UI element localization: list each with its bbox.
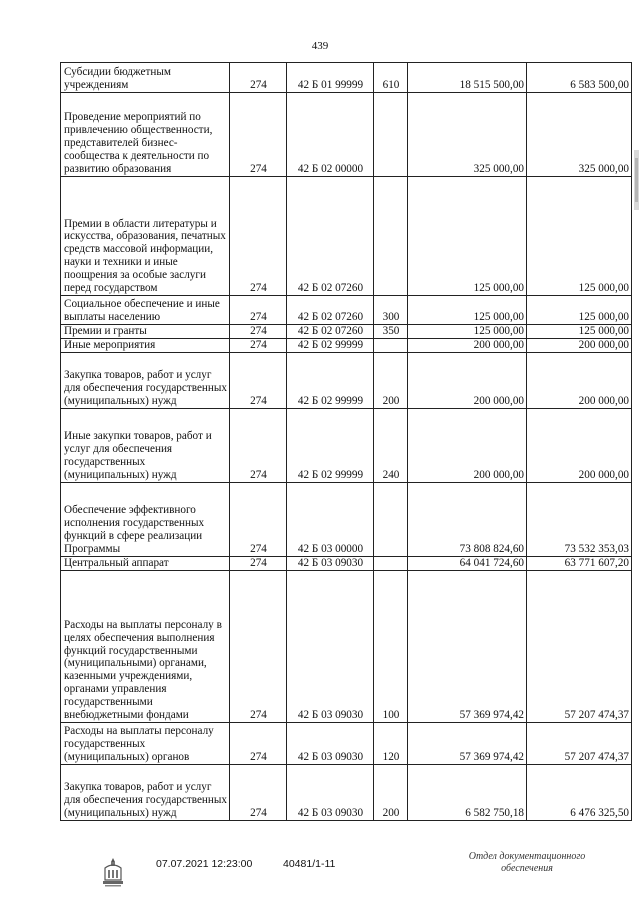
row-gr-code: 274 <box>230 339 287 353</box>
row-amount-year2: 200 000,00 <box>527 409 632 483</box>
row-vr-code <box>374 339 408 353</box>
table-row <box>61 765 632 821</box>
row-name: Проведение мероприятий по привлечению общественности, представителей бизнес-сообщества к деятельности по развитию образования <box>61 93 230 177</box>
row-amount-year1: 57 369 974,42 <box>408 571 527 723</box>
row-amount-year1: 57 369 974,42 <box>408 723 527 765</box>
city-emblem-icon <box>100 856 126 888</box>
row-vr-code <box>374 93 408 177</box>
row-gr-code: 274 <box>230 723 287 765</box>
row-name: Субсидии бюджетным учреждениям <box>61 63 230 93</box>
table-row <box>61 63 632 93</box>
row-gr-code: 274 <box>230 483 287 557</box>
row-cs-code: 42 Б 02 99999 <box>287 409 374 483</box>
table-row <box>61 296 632 325</box>
row-gr-code: 274 <box>230 325 287 339</box>
row-gr-code: 274 <box>230 177 287 296</box>
table-row <box>61 409 632 483</box>
row-cs-code: 42 Б 02 99999 <box>287 339 374 353</box>
row-gr-code: 274 <box>230 296 287 325</box>
row-name: Центральный аппарат <box>61 557 230 571</box>
row-vr-code: 200 <box>374 353 408 409</box>
row-gr-code: 274 <box>230 63 287 93</box>
row-amount-year1: 200 000,00 <box>408 409 527 483</box>
row-amount-year1: 125 000,00 <box>408 296 527 325</box>
row-vr-code: 300 <box>374 296 408 325</box>
row-amount-year1: 125 000,00 <box>408 325 527 339</box>
row-amount-year1: 125 000,00 <box>408 177 527 296</box>
table-body <box>61 63 632 821</box>
row-amount-year1: 73 808 824,60 <box>408 483 527 557</box>
row-vr-code <box>374 483 408 557</box>
row-cs-code: 42 Б 02 99999 <box>287 353 374 409</box>
row-name: Закупка товаров, работ и услуг для обеспечения государственных (муниципальных) нужд <box>61 353 230 409</box>
row-vr-code <box>374 177 408 296</box>
row-cs-code: 42 Б 03 09030 <box>287 765 374 821</box>
row-amount-year2: 200 000,00 <box>527 339 632 353</box>
footer-stamp-line1: Отдел документационного <box>468 851 586 862</box>
row-name: Расходы на выплаты персоналу в целях обеспечения выполнения функций государственными (муниципальными) органами, казенными учреждениями, органами управления государственными внебюджетными фондами <box>61 571 230 723</box>
row-amount-year2: 73 532 353,03 <box>527 483 632 557</box>
footer-stamp-line2: обеспечения <box>501 863 553 874</box>
row-cs-code: 42 Б 03 09030 <box>287 723 374 765</box>
row-amount-year1: 200 000,00 <box>408 353 527 409</box>
row-cs-code: 42 Б 01 99999 <box>287 63 374 93</box>
row-amount-year1: 200 000,00 <box>408 339 527 353</box>
table-row <box>61 325 632 339</box>
row-amount-year2: 125 000,00 <box>527 296 632 325</box>
row-cs-code: 42 Б 02 00000 <box>287 93 374 177</box>
row-gr-code: 274 <box>230 571 287 723</box>
table-row <box>61 339 632 353</box>
row-gr-code: 274 <box>230 557 287 571</box>
page-number: 439 <box>311 40 329 52</box>
row-name: Социальное обеспечение и иные выплаты населению <box>61 296 230 325</box>
row-amount-year1: 6 582 750,18 <box>408 765 527 821</box>
row-amount-year2: 6 583 500,00 <box>527 63 632 93</box>
row-amount-year2: 6 476 325,50 <box>527 765 632 821</box>
row-amount-year2: 63 771 607,20 <box>527 557 632 571</box>
row-amount-year1: 64 041 724,60 <box>408 557 527 571</box>
row-vr-code: 240 <box>374 409 408 483</box>
row-vr-code: 200 <box>374 765 408 821</box>
row-cs-code: 42 Б 02 07260 <box>287 325 374 339</box>
row-vr-code: 350 <box>374 325 408 339</box>
footer-date: 07.07.2021 12:23:00 <box>156 858 253 870</box>
table-row <box>61 723 632 765</box>
row-amount-year2: 125 000,00 <box>527 325 632 339</box>
table-row <box>61 571 632 723</box>
row-vr-code: 120 <box>374 723 408 765</box>
row-amount-year2: 200 000,00 <box>527 353 632 409</box>
row-gr-code: 274 <box>230 765 287 821</box>
row-cs-code: 42 Б 02 07260 <box>287 177 374 296</box>
row-amount-year2: 57 207 474,37 <box>527 723 632 765</box>
footer-stamp <box>452 851 602 875</box>
row-amount-year1: 325 000,00 <box>408 93 527 177</box>
row-cs-code: 42 Б 02 07260 <box>287 296 374 325</box>
table-row <box>61 557 632 571</box>
row-amount-year2: 325 000,00 <box>527 93 632 177</box>
row-name: Премии в области литературы и искусства, образования, печатных средств массовой информации, науки и техники и иные поощрения за особые заслуги перед государством <box>61 177 230 296</box>
row-vr-code: 100 <box>374 571 408 723</box>
row-cs-code: 42 Б 03 09030 <box>287 571 374 723</box>
row-vr-code: 610 <box>374 63 408 93</box>
footer-doc-number: 40481/1-11 <box>283 858 336 870</box>
row-name: Иные закупки товаров, работ и услуг для обеспечения государственных (муниципальных) нужд <box>61 409 230 483</box>
row-name: Премии и гранты <box>61 325 230 339</box>
row-amount-year2: 125 000,00 <box>527 177 632 296</box>
row-cs-code: 42 Б 03 09030 <box>287 557 374 571</box>
row-gr-code: 274 <box>230 409 287 483</box>
row-name: Закупка товаров, работ и услуг для обеспечения государственных (муниципальных) нужд <box>61 765 230 821</box>
row-amount-year2: 57 207 474,37 <box>527 571 632 723</box>
row-cs-code: 42 Б 03 00000 <box>287 483 374 557</box>
row-gr-code: 274 <box>230 93 287 177</box>
budget-table <box>60 62 632 821</box>
row-name: Иные мероприятия <box>61 339 230 353</box>
scan-edge-mark <box>632 150 640 210</box>
row-amount-year1: 18 515 500,00 <box>408 63 527 93</box>
table-row <box>61 93 632 177</box>
table-row <box>61 483 632 557</box>
row-name: Расходы на выплаты персоналу государственных (муниципальных) органов <box>61 723 230 765</box>
table-row <box>61 353 632 409</box>
row-name: Обеспечение эффективного исполнения государственных функций в сфере реализации Программы <box>61 483 230 557</box>
table-row <box>61 177 632 296</box>
row-vr-code <box>374 557 408 571</box>
row-gr-code: 274 <box>230 353 287 409</box>
